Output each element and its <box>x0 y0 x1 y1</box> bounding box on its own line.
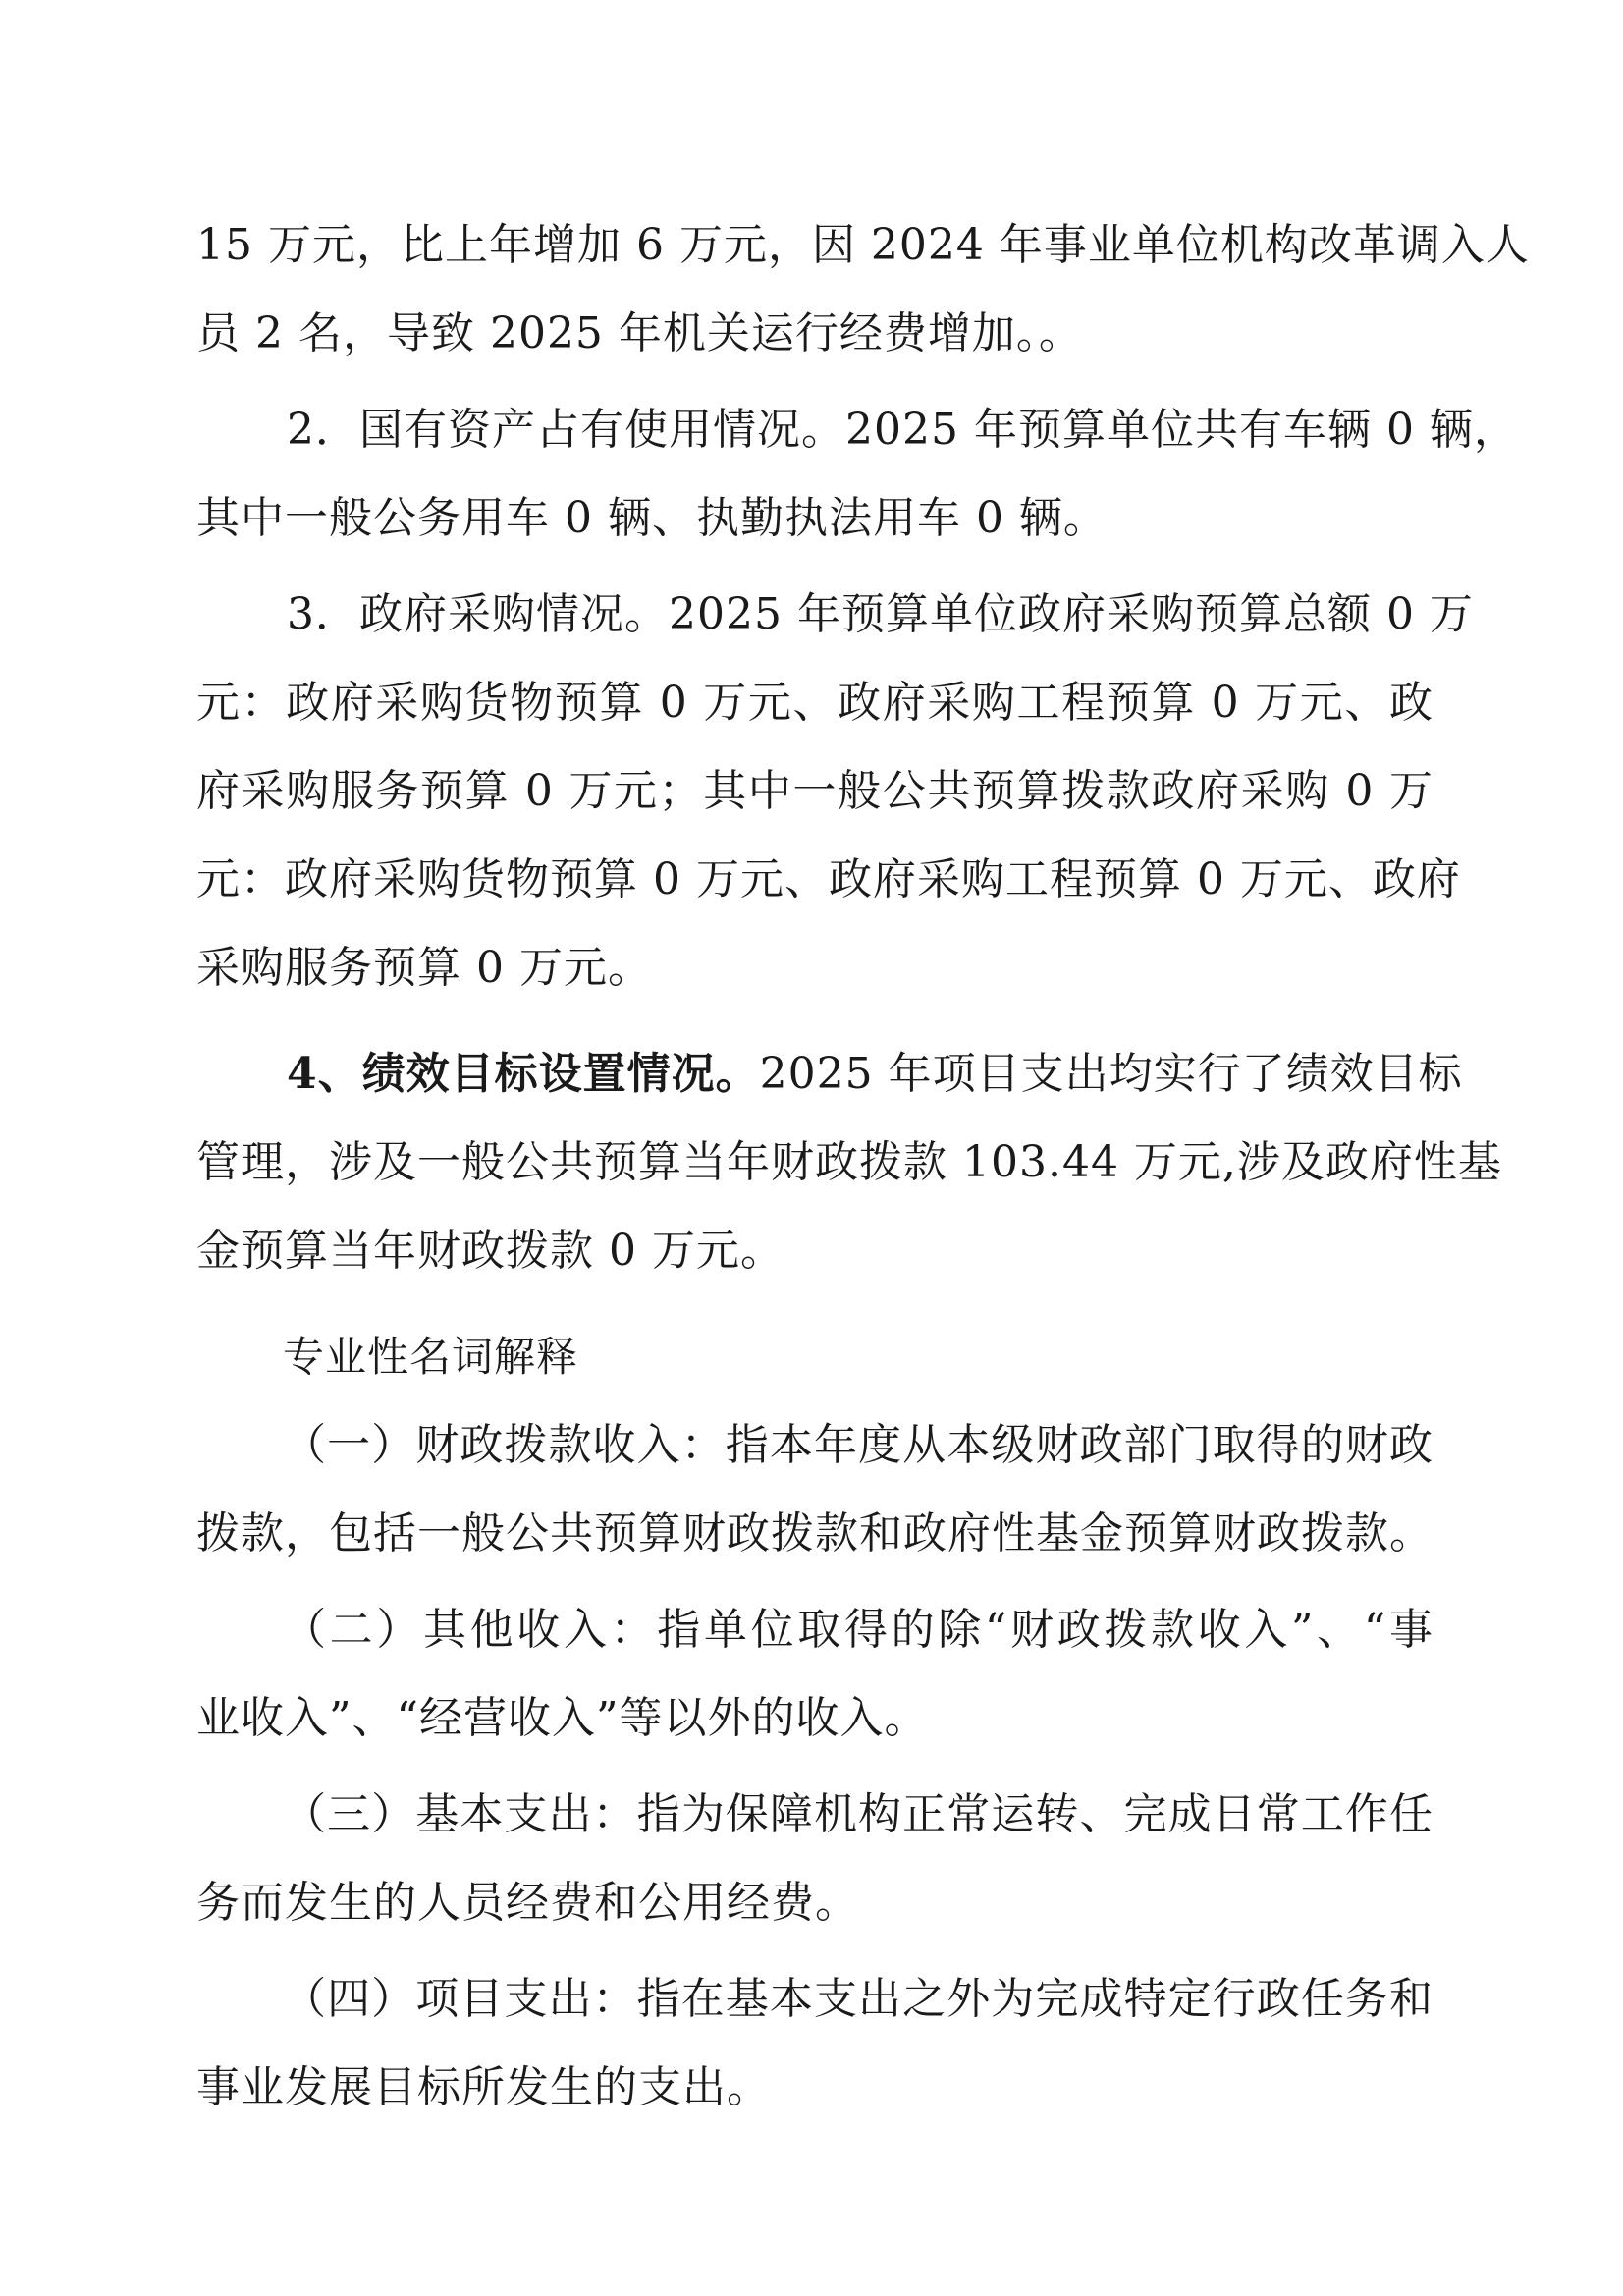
paragraph-1-line-1: 15 万元，比上年增加 6 万元，因 2024 年事业单位机构改革调入人 <box>196 220 1530 270</box>
paragraph-2-line-1: 2．国有资产占有使用情况。2025 年预算单位共有车辆 0 辆， <box>287 405 1518 455</box>
definition-4-line-2: 事业发展目标所发生的支出。 <box>196 2062 771 2112</box>
paragraph-1-line-2: 员 2 名，导致 2025 年机关运行经费增加。。 <box>196 308 1083 358</box>
paragraph-2-line-2: 其中一般公务用车 0 辆、执勤执法用车 0 辆。 <box>196 493 1108 543</box>
section-heading: 专业性名词解释 <box>283 1333 579 1381</box>
paragraph-3-line-5: 采购服务预算 0 万元。 <box>196 943 652 993</box>
paragraph-3-line-2: 元：政府采购货物预算 0 万元、政府采购工程预算 0 万元、政 <box>196 678 1434 728</box>
definition-3-line-1: （三）基本支出：指为保障机构正常运转、完成日常工作任 <box>283 1789 1434 1839</box>
paragraph-3-line-4: 元：政府采购货物预算 0 万元、政府采购工程预算 0 万元、政府 <box>196 854 1461 904</box>
definition-2-line-2: 业收入”、“经营收入”等以外的收入。 <box>196 1693 929 1743</box>
definition-1-line-1: （一）财政拨款收入：指本年度从本级财政部门取得的财政 <box>283 1420 1434 1470</box>
paragraph-4-line-3: 金预算当年财政拨款 0 万元。 <box>196 1226 784 1276</box>
paragraph-4-line-1-rest: 2025 年项目支出均实行了绩效目标 <box>759 1049 1463 1099</box>
paragraph-4-line-1 <box>196 1030 1463 1119</box>
document-body <box>196 201 1530 2132</box>
definition-2-line-1: （二）其他收入：指单位取得的除“财政拨款收入”、“事 <box>283 1605 1434 1655</box>
paragraph-4-lead: 4、绩效目标设置情况。 <box>287 1049 760 1099</box>
paragraph-3-line-3: 府采购服务预算 0 万元；其中一般公共预算拨款政府采购 0 万 <box>196 766 1434 816</box>
paragraph-3-line-1: 3．政府采购情况。2025 年预算单位政府采购预算总额 0 万 <box>287 589 1474 639</box>
definition-3-line-2: 务而发生的人员经费和公用经费。 <box>196 1878 859 1928</box>
paragraph-4-line-2: 管理，涉及一般公共预算当年财政拨款 103.44 万元,涉及政府性基 <box>196 1137 1502 1187</box>
definition-4-line-1: （四）项目支出：指在基本支出之外为完成特定行政任务和 <box>283 1974 1434 2024</box>
definition-1-line-2: 拨款，包括一般公共预算财政拨款和政府性基金预算财政拨款。 <box>196 1508 1434 1558</box>
